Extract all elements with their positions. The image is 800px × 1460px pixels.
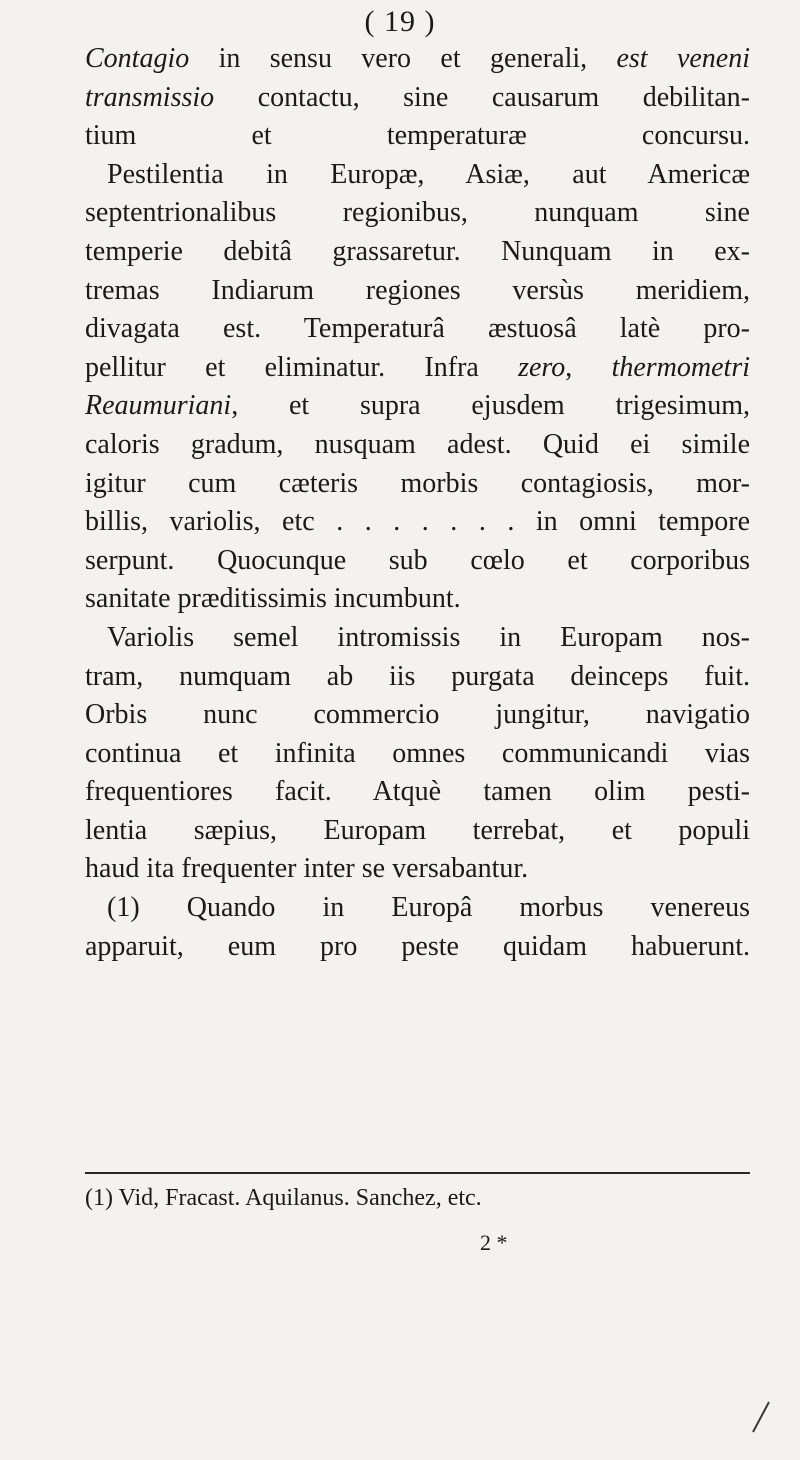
- text-line: [85, 542, 750, 581]
- text-run: in sensu vero et generali,: [189, 43, 617, 74]
- footnote-rule: [85, 1172, 750, 1174]
- text-line: [85, 79, 750, 118]
- text-run: divagata est. Temperaturâ æstuosâ latè pro-: [85, 313, 750, 345]
- italic-term: zero: [518, 351, 566, 383]
- text-run: igitur cum cæteris morbis contagiosis, mor-: [85, 467, 750, 499]
- text-line: [85, 850, 750, 889]
- text-run: Variolis semel intromissis in Europam nos-: [107, 621, 750, 653]
- text-line: [85, 117, 750, 156]
- text-line: [85, 773, 750, 812]
- text-line: [85, 156, 750, 195]
- italic-term: Reaumuriani: [85, 390, 232, 422]
- text-run: continua et infinita omnes communicandi vias: [85, 737, 750, 769]
- text-run: Pestilentia in Europæ, Asiæ, aut Americæ: [107, 158, 750, 190]
- text-run: sanitate præditissimis incumbunt.: [85, 583, 461, 615]
- body-text: [85, 40, 750, 966]
- text-run: tium et temperaturæ concursu.: [85, 120, 750, 152]
- text-run: tremas Indiarum regiones versùs meridiem,: [85, 274, 750, 306]
- text-run: Orbis nunc commercio jungitur, navigatio: [85, 699, 750, 731]
- text-line: [85, 349, 750, 388]
- text-line: [85, 426, 750, 465]
- text-run: contactu, sine causarum debilitan-: [214, 81, 750, 113]
- text-line: [85, 272, 750, 311]
- text-line: [85, 619, 750, 658]
- text-run: lentia sæpius, Europam terrebat, et populi: [85, 814, 750, 846]
- text-line: [85, 889, 750, 928]
- text-run: apparuit, eum pro peste quidam habuerunt.: [85, 930, 750, 962]
- text-line: [85, 812, 750, 851]
- text-run: billis, variolis, etc . . . . . . . in omni tempore: [85, 506, 750, 538]
- text-line: [85, 194, 750, 233]
- text-run: pellitur et eliminatur. Infra: [85, 351, 519, 383]
- text-line: [85, 503, 750, 542]
- text-line: [85, 580, 750, 619]
- italic-term: Contagio: [85, 43, 190, 74]
- text-line: [85, 40, 750, 79]
- text-line: [85, 735, 750, 774]
- text-run: (1) Quando in Europâ morbus venereus: [107, 892, 750, 924]
- text-line: [85, 928, 750, 967]
- text-run: temperie debitâ grassaretur. Nunquam in ex-: [85, 235, 750, 267]
- text-line: [85, 465, 750, 504]
- signature-mark: 2 *: [480, 1230, 508, 1255]
- italic-term: est veneni: [616, 43, 750, 74]
- italic-term: transmissio: [85, 81, 215, 113]
- text-line: [85, 387, 750, 426]
- text-run: , et supra ejusdem trigesimum,: [231, 390, 750, 422]
- text-run: tram, numquam ab iis purgata deinceps fuit.: [85, 660, 750, 692]
- text-run: ,: [565, 351, 612, 383]
- footnote: (1) Vid, Fracast. Aquilanus. Sanchez, etc.: [85, 1185, 482, 1211]
- text-line: [85, 696, 750, 735]
- text-line: [85, 658, 750, 697]
- text-run: caloris gradum, nusquam adest. Quid ei simile: [85, 428, 750, 460]
- text-run: frequentiores facit. Atquè tamen olim pesti-: [85, 776, 750, 808]
- text-run: septentrionalibus regionibus, nunquam sine: [85, 197, 750, 229]
- page-number: ( 19 ): [364, 5, 436, 38]
- italic-term: thermometri: [611, 351, 750, 383]
- text-run: serpunt. Quocunque sub cœlo et corporibus: [85, 544, 750, 576]
- text-run: haud ita frequenter inter se versabantur.: [85, 853, 529, 885]
- text-line: [85, 310, 750, 349]
- text-line: [85, 233, 750, 272]
- stray-mark: [752, 1402, 770, 1433]
